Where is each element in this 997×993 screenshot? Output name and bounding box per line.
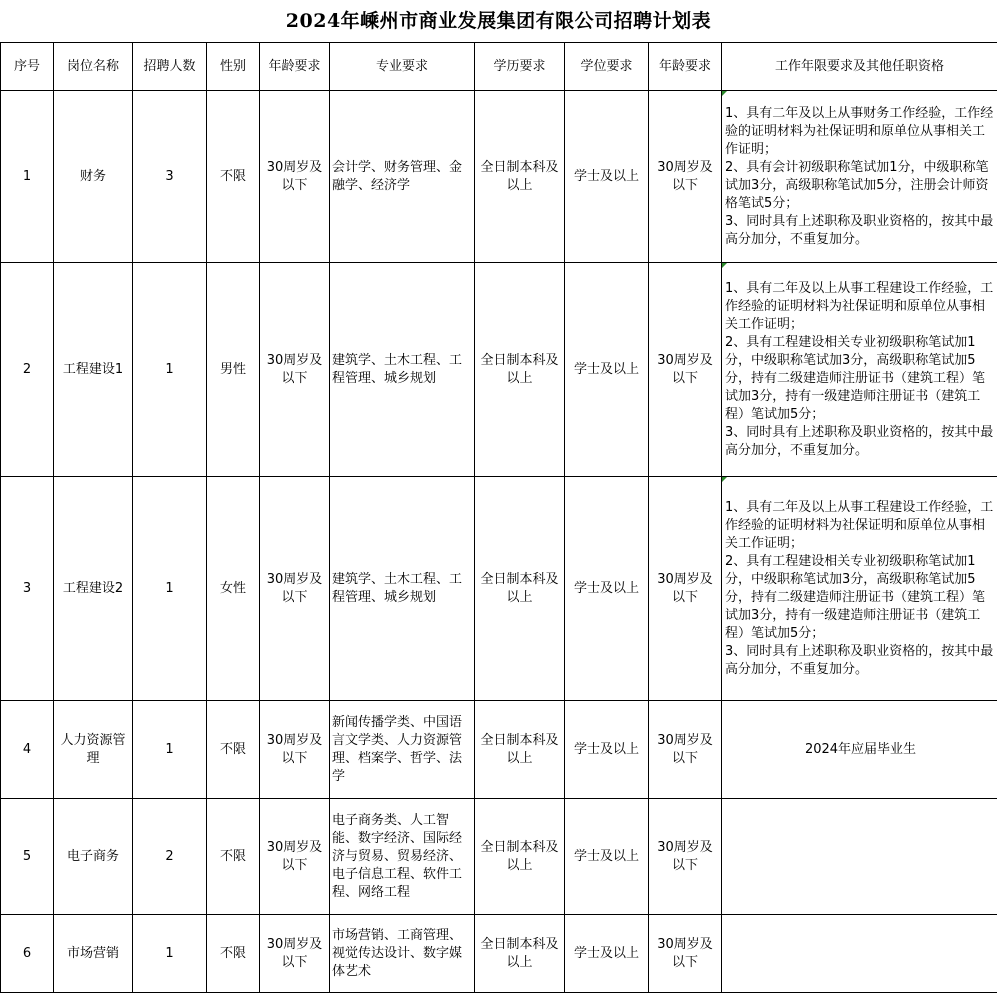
cell-gender: 不限 <box>207 799 260 915</box>
cell-major: 建筑学、土木工程、工程管理、城乡规划 <box>330 477 475 701</box>
cell-degree: 学士及以上 <box>565 263 649 477</box>
cell-age-2: 30周岁及以下 <box>649 915 722 993</box>
cell-no: 2 <box>1 263 54 477</box>
header-other: 工作年限要求及其他任职资格 <box>722 43 997 91</box>
cell-other <box>722 701 997 799</box>
cell-age: 30周岁及以下 <box>260 91 330 263</box>
header-no: 序号 <box>1 43 54 91</box>
cell-count: 1 <box>133 915 207 993</box>
cell-no: 5 <box>1 799 54 915</box>
comment-marker-icon <box>722 263 727 268</box>
header-position: 岗位名称 <box>54 43 133 91</box>
cell-position: 工程建设2 <box>54 477 133 701</box>
cell-count: 3 <box>133 91 207 263</box>
other-text: 1、具有二年及以上从事财务工作经验，工作经验的证明材料为社保证明和原单位从事相关工作证明； 2、具有会计初级职称笔试加1分，中级职称笔试加3分，高级职称笔试加5分，注册会计师资格笔试5分； 3、同时具有上述职称及职业资格的，按其中最高分加分，不重复加分。 <box>725 106 993 247</box>
cell-gender: 不限 <box>207 91 260 263</box>
comment-marker-icon <box>722 477 727 482</box>
header-gender: 性别 <box>207 43 260 91</box>
cell-position: 电子商务 <box>54 799 133 915</box>
cell-no: 3 <box>1 477 54 701</box>
cell-no: 1 <box>1 91 54 263</box>
header-row <box>1 43 997 91</box>
cell-education: 全日制本科及以上 <box>475 263 565 477</box>
cell-position: 工程建设1 <box>54 263 133 477</box>
cell-major: 建筑学、土木工程、工程管理、城乡规划 <box>330 263 475 477</box>
cell-major: 市场营销、工商管理、视觉传达设计、数字媒体艺术 <box>330 915 475 993</box>
cell-degree: 学士及以上 <box>565 91 649 263</box>
table-row <box>1 799 997 915</box>
cell-age: 30周岁及以下 <box>260 477 330 701</box>
header-education: 学历要求 <box>475 43 565 91</box>
sheet-title: 2024年嵊州市商业发展集团有限公司招聘计划表 <box>0 0 997 42</box>
cell-gender: 不限 <box>207 915 260 993</box>
cell-age-2: 30周岁及以下 <box>649 91 722 263</box>
table-row <box>1 263 997 477</box>
cell-other <box>722 915 997 993</box>
recruitment-table <box>0 42 997 993</box>
cell-age-2: 30周岁及以下 <box>649 799 722 915</box>
cell-position: 财务 <box>54 91 133 263</box>
cell-count: 2 <box>133 799 207 915</box>
cell-degree: 学士及以上 <box>565 799 649 915</box>
cell-age: 30周岁及以下 <box>260 915 330 993</box>
cell-position: 人力资源管理 <box>54 701 133 799</box>
cell-count: 1 <box>133 477 207 701</box>
cell-age-2: 30周岁及以下 <box>649 263 722 477</box>
cell-education: 全日制本科及以上 <box>475 915 565 993</box>
header-age: 年龄要求 <box>260 43 330 91</box>
cell-gender: 男性 <box>207 263 260 477</box>
header-count: 招聘人数 <box>133 43 207 91</box>
cell-degree: 学士及以上 <box>565 701 649 799</box>
cell-other <box>722 477 997 701</box>
cell-age-2: 30周岁及以下 <box>649 701 722 799</box>
cell-no: 6 <box>1 915 54 993</box>
cell-other <box>722 799 997 915</box>
cell-position: 市场营销 <box>54 915 133 993</box>
cell-education: 全日制本科及以上 <box>475 91 565 263</box>
cell-age: 30周岁及以下 <box>260 799 330 915</box>
header-major: 专业要求 <box>330 43 475 91</box>
cell-major: 会计学、财务管理、金融学、经济学 <box>330 91 475 263</box>
comment-marker-icon <box>722 91 727 96</box>
cell-education: 全日制本科及以上 <box>475 799 565 915</box>
table-row <box>1 91 997 263</box>
other-text: 1、具有二年及以上从事工程建设工作经验，工作经验的证明材料为社保证明和原单位从事相关工作证明； 2、具有工程建设相关专业初级职称笔试加1分，中级职称笔试加3分，高级职称笔试加5分，持有二级建造师注册证书（建筑工程）笔试加3分，持有一级建造师注册证书（建筑工程）笔试加5分； 3、同时具有上述职称及职业资格的，按其中最高分加分，不重复加分。 <box>725 500 993 677</box>
cell-major: 电子商务类、人工智能、数字经济、国际经济与贸易、贸易经济、电子信息工程、软件工程、网络工程 <box>330 799 475 915</box>
cell-degree: 学士及以上 <box>565 915 649 993</box>
table-row <box>1 915 997 993</box>
table-row <box>1 477 997 701</box>
cell-other <box>722 91 997 263</box>
cell-other <box>722 263 997 477</box>
cell-count: 1 <box>133 263 207 477</box>
cell-major: 新闻传播学类、中国语言文学类、人力资源管理、档案学、哲学、法学 <box>330 701 475 799</box>
cell-degree: 学士及以上 <box>565 477 649 701</box>
table-row <box>1 701 997 799</box>
cell-education: 全日制本科及以上 <box>475 477 565 701</box>
cell-no: 4 <box>1 701 54 799</box>
other-text: 1、具有二年及以上从事工程建设工作经验，工作经验的证明材料为社保证明和原单位从事相关工作证明； 2、具有工程建设相关专业初级职称笔试加1分，中级职称笔试加3分，高级职称笔试加5分，持有二级建造师注册证书（建筑工程）笔试加3分，持有一级建造师注册证书（建筑工程）笔试加5分； 3、同时具有上述职称及职业资格的，按其中最高分加分，不重复加分。 <box>725 281 993 458</box>
header-age-2: 年龄要求 <box>649 43 722 91</box>
cell-gender: 女性 <box>207 477 260 701</box>
cell-count: 1 <box>133 701 207 799</box>
header-degree: 学位要求 <box>565 43 649 91</box>
cell-age: 30周岁及以下 <box>260 701 330 799</box>
cell-gender: 不限 <box>207 701 260 799</box>
other-text: 2024年应届毕业生 <box>725 741 996 759</box>
cell-age: 30周岁及以下 <box>260 263 330 477</box>
cell-age-2: 30周岁及以下 <box>649 477 722 701</box>
cell-education: 全日制本科及以上 <box>475 701 565 799</box>
